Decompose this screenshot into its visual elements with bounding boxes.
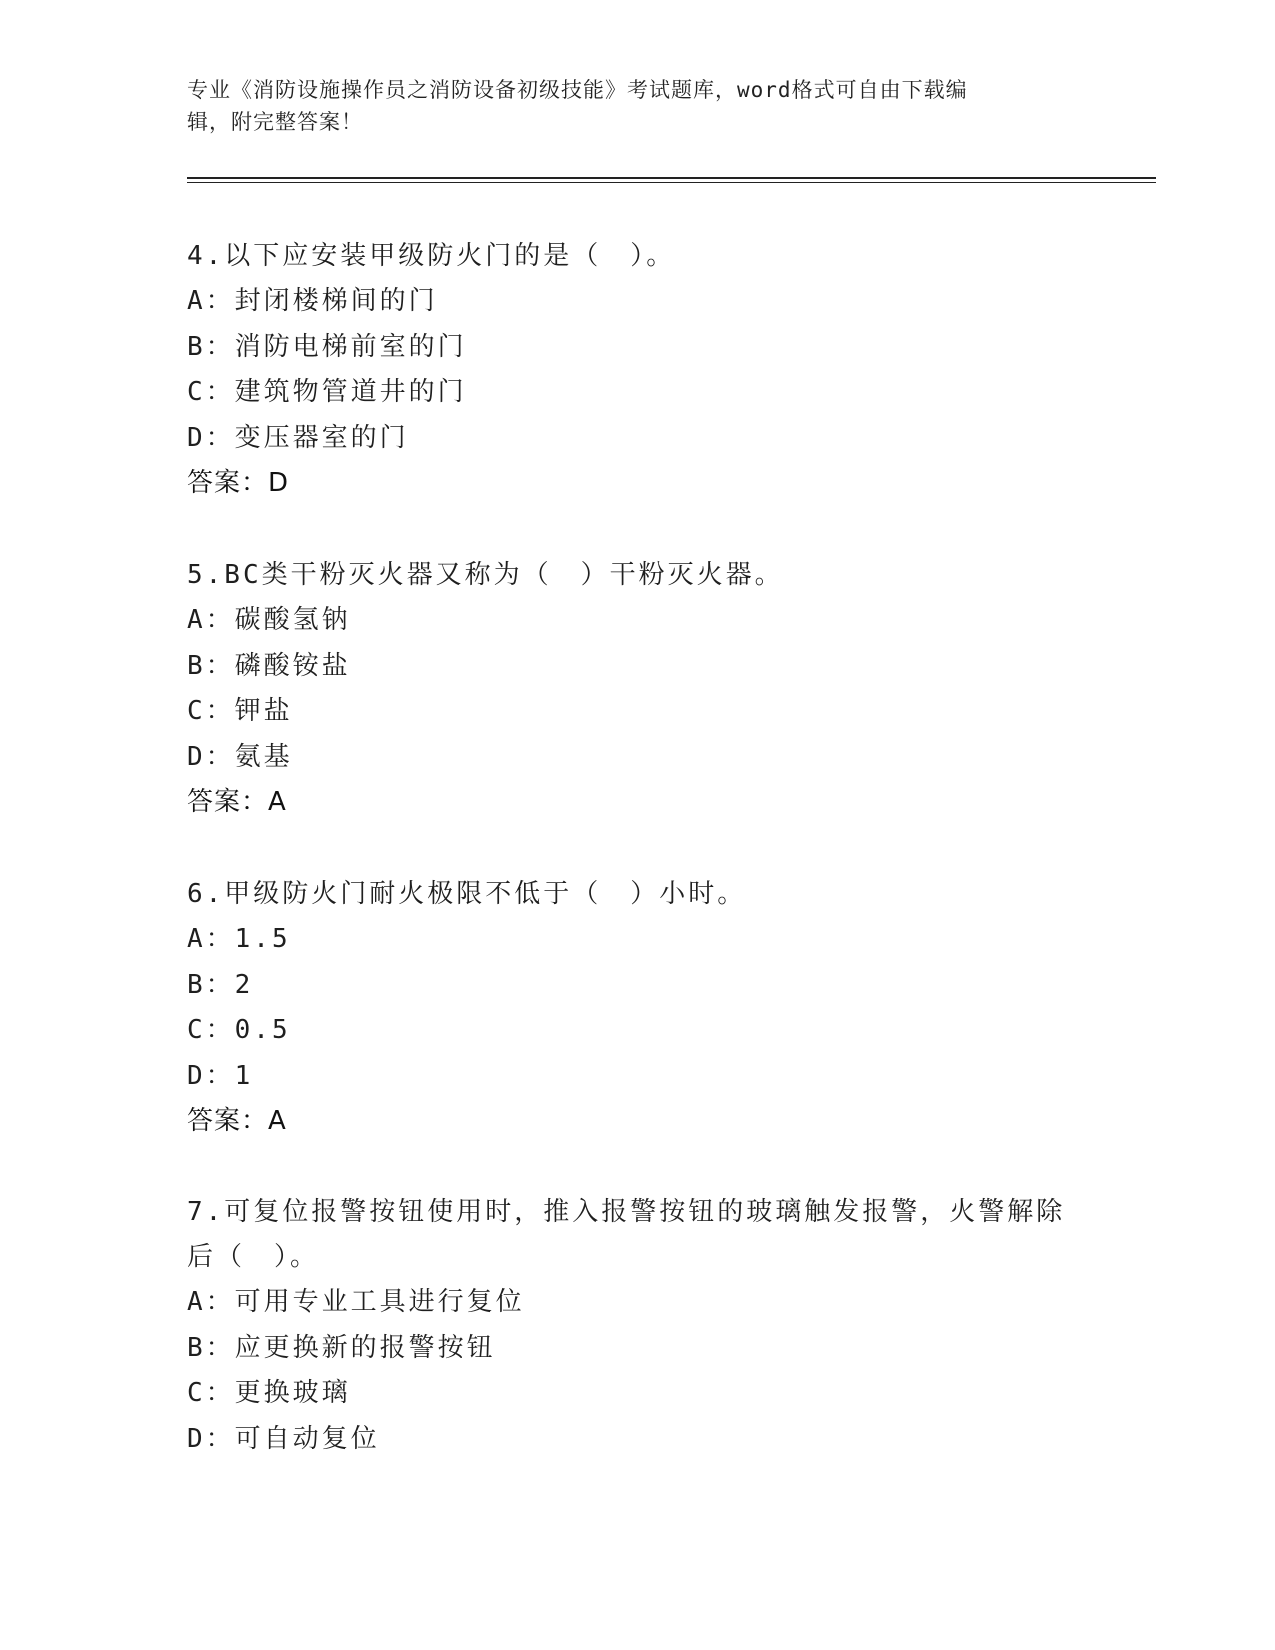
option-a: A：可用专业工具进行复位	[187, 1287, 525, 1317]
question-stem: 6.甲级防火门耐火极限不低于（ ）小时。	[187, 879, 747, 909]
option-c: C：0.5	[187, 1015, 291, 1045]
option-d: D：氨基	[187, 741, 293, 772]
option-d: D：变压器室的门	[187, 422, 409, 453]
option-b: B：应更换新的报警按钮	[187, 1332, 496, 1363]
question-stem: 4.以下应安装甲级防火门的是（ ）。	[187, 241, 676, 271]
option-c: C：钾盐	[187, 696, 293, 726]
question-7	[187, 1190, 1087, 1462]
option-a: A：1.5	[187, 924, 291, 954]
question-5	[187, 553, 1087, 825]
option-d: D：1	[187, 1060, 254, 1091]
option-d: D：可自动复位	[187, 1423, 380, 1454]
header-line-1: 专业《消防设施操作员之消防设备初级技能》考试题库，word格式可自由下载编	[187, 78, 968, 102]
document-header	[187, 74, 1087, 138]
answer-line: 答案：A	[187, 787, 287, 817]
header-divider-thin	[187, 182, 1156, 183]
question-4	[187, 234, 1087, 506]
answer-line: 答案：A	[187, 1106, 287, 1136]
question-6	[187, 872, 1087, 1144]
option-b: B：2	[187, 969, 254, 1000]
option-a: A：碳酸氢钠	[187, 605, 351, 635]
question-stem-line-1: 7.可复位报警按钮使用时，推入报警按钮的玻璃触发报警，火警解除	[187, 1197, 1066, 1227]
question-stem-line-2: 后（ ）。	[187, 1242, 320, 1272]
option-c: C：建筑物管道井的门	[187, 377, 467, 407]
option-b: B：消防电梯前室的门	[187, 331, 467, 362]
header-line-2: 辑，附完整答案！	[187, 110, 363, 134]
option-b: B：磷酸铵盐	[187, 650, 351, 681]
question-stem: 5.BC类干粉灭火器又称为（ ）干粉灭火器。	[187, 560, 784, 590]
option-c: C：更换玻璃	[187, 1378, 351, 1408]
header-divider-thick	[187, 177, 1156, 179]
answer-line: 答案：D	[187, 468, 290, 498]
option-a: A：封闭楼梯间的门	[187, 286, 438, 316]
